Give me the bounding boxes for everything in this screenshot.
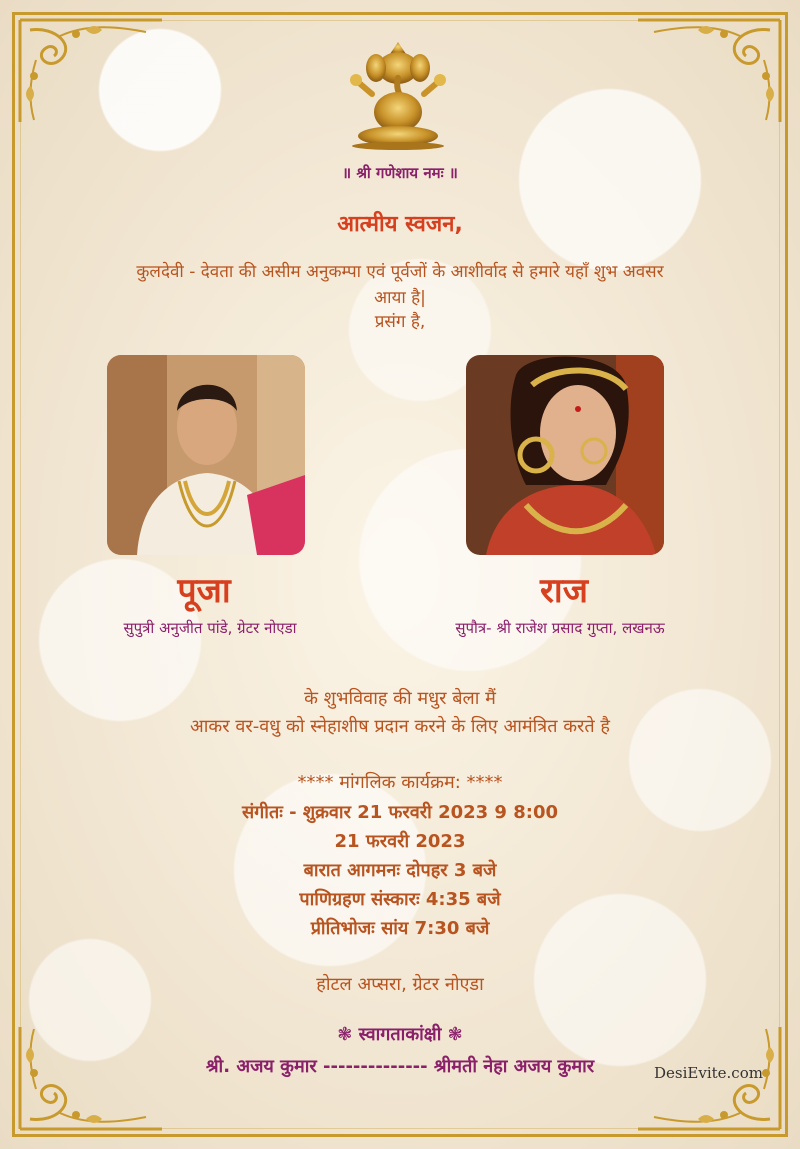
- event-item: संगीतः - शुक्रवार 21 फरवरी 2023 9 8:00: [241, 802, 558, 823]
- event-item: प्रीतिभोजः सांय 7:30 बजे: [310, 918, 490, 939]
- mantra-text: ॥ श्री गणेशाय नमः ॥: [342, 164, 458, 182]
- ornamental-corner-icon: [16, 16, 166, 126]
- left-name: पूजा: [177, 571, 231, 611]
- left-parent-info: सुपुत्री अनुजीत पांडे, ग्रेटर नोएडा: [123, 619, 297, 637]
- events-title: **** मांगलिक कार्यक्रम: ****: [297, 772, 503, 793]
- greeting-heading: आत्मीय स्वजन,: [337, 212, 463, 237]
- intro-line: प्रसंग है,: [374, 312, 426, 332]
- invite-line: के शुभविवाह की मधुर बेला मैं: [304, 688, 496, 709]
- ornamental-corner-icon: [634, 16, 784, 126]
- host-separator: --------------: [323, 1056, 428, 1077]
- groom-photo: [107, 355, 305, 555]
- invite-line: आकर वर-वधु को स्नेहाशीष प्रदान करने के लिए आमंत्रित करते है: [190, 716, 610, 737]
- event-item: बारात आगमनः दोपहर 3 बजे: [303, 860, 497, 881]
- right-name: राज: [540, 571, 588, 611]
- bride-photo: [466, 355, 664, 555]
- intro-line: आया है|: [374, 288, 426, 308]
- welcome-heading: ❃ स्वागताकांक्षी ❃: [337, 1024, 463, 1045]
- ganesha-icon: [344, 38, 452, 150]
- host-one: श्री. अजय कुमार: [205, 1056, 317, 1077]
- venue-text: होटल अप्सरा, ग्रेटर नोएडा: [316, 974, 484, 995]
- event-item: पाणिग्रहण संस्कारः 4:35 बजे: [299, 889, 501, 910]
- watermark-logo: DesiEvite.com: [654, 1064, 763, 1082]
- intro-line: कुलदेवी - देवता की असीम अनुकम्पा एवं पूर्वजों के आशीर्वाद से हमारे यहाँ शुभ अवसर: [136, 262, 664, 282]
- host-two: श्रीमती नेहा अजय कुमार: [433, 1056, 595, 1077]
- right-parent-info: सुपौत्र- श्री राजेश प्रसाद गुप्ता, लखनऊ: [455, 619, 665, 637]
- event-item: 21 फरवरी 2023: [334, 831, 466, 852]
